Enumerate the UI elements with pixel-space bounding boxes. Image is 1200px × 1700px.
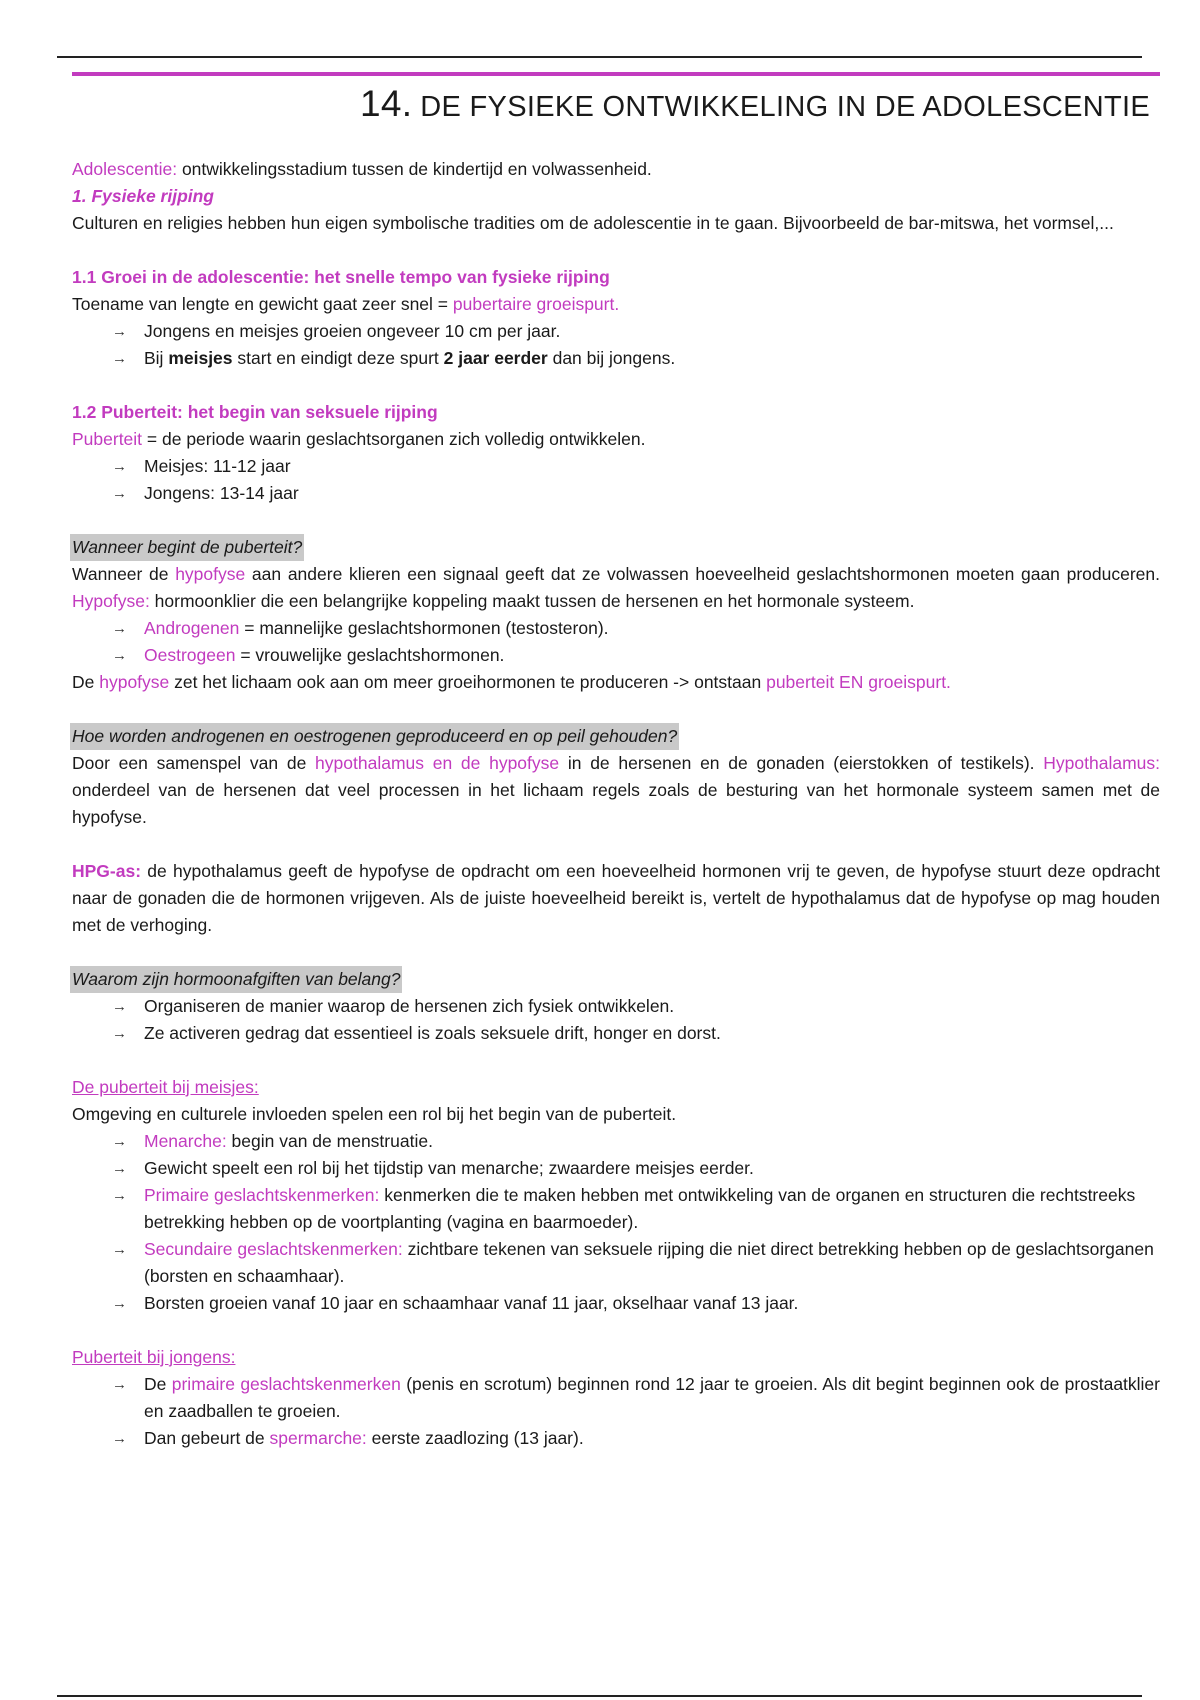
- list-item: → Jongens: 13-14 jaar: [112, 480, 1160, 507]
- question-2-highlight: Hoe worden androgenen en oestrogenen geproduceerd en op peil gehouden?: [70, 723, 679, 750]
- list-item: → Androgenen = mannelijke geslachtshormonen (testosteron).: [112, 615, 1160, 642]
- boys-list: [72, 1371, 1160, 1452]
- arrow-icon: →: [112, 1295, 127, 1312]
- section-1-2-list: [72, 453, 1160, 507]
- list-item: → Bij meisjes start en eindigt deze spurt 2 jaar eerder dan bij jongens.: [112, 345, 1160, 372]
- list-item: → De primaire geslachtskenmerken (penis en scrotum) beginnen rond 12 jaar te groeien. Als dit begint beginnen ook de prostaatklier en zaadballen te groeien.: [112, 1371, 1160, 1425]
- list-item: → Menarche: begin van de menstruatie.: [112, 1128, 1160, 1155]
- list-item: → Gewicht speelt een rol bij het tijdstip van menarche; zwaardere meisjes eerder.: [112, 1155, 1160, 1182]
- arrow-icon: →: [112, 350, 127, 367]
- question-1-list: [72, 615, 1160, 669]
- list-item: → Dan gebeurt de spermarche: eerste zaadlozing (13 jaar).: [112, 1425, 1160, 1452]
- girls-list: [72, 1128, 1160, 1317]
- arrow-icon: →: [112, 485, 127, 502]
- list-item: → Oestrogeen = vrouwelijke geslachtshormonen.: [112, 642, 1160, 669]
- arrow-icon: →: [112, 1241, 127, 1258]
- section-1-2-text: Puberteit = de periode waarin geslachtsorganen zich volledig ontwikkelen.: [72, 429, 646, 449]
- arrow-icon: →: [112, 647, 127, 664]
- intro-definition: Adolescentie: ontwikkelingsstadium tussen de kindertijd en volwassenheid.: [72, 159, 652, 179]
- arrow-icon: →: [112, 1376, 127, 1393]
- list-item: → Borsten groeien vanaf 10 jaar en schaamhaar vanaf 11 jaar, okselhaar vanaf 13 jaar.: [112, 1290, 1160, 1317]
- chapter-number: 14.: [359, 83, 413, 124]
- arrow-icon: →: [112, 1025, 127, 1042]
- question-3-highlight: Waarom zijn hormoonafgiften van belang?: [70, 966, 402, 993]
- arrow-icon: →: [112, 458, 127, 475]
- arrow-icon: →: [112, 1133, 127, 1150]
- question-2-text: Door een samenspel van de hypothalamus en de hypofyse in de hersenen en de gonaden (eierstokken of testikels). Hypothalamus: onderdeel van de hersenen dat veel processen in het lichaam regels zoals de besturing van het hormonale systeem samen met de hypofyse.: [72, 753, 1161, 827]
- chapter-title: DE FYSIEKE ONTWIKKELING IN DE ADOLESCENTIE: [420, 91, 1150, 123]
- bottom-border-line: [57, 1695, 1142, 1697]
- girls-intro: Omgeving en culturele invloeden spelen een rol bij het begin van de puberteit.: [72, 1104, 677, 1124]
- hpg-axis-text: HPG-as: de hypothalamus geeft de hypofyse de opdracht om een hoeveelheid hormonen vrij te geven, de hypofyse stuurt deze opdracht naar de gonaden die de hormonen vrijgeven. Als de juiste hoeveelheid bereikt is, vertelt de hypothalamus dat de hypofyse op mag houden met de verhoging.: [72, 861, 1160, 935]
- document-body: [72, 156, 1160, 1452]
- section-1-1-list: [72, 318, 1160, 372]
- arrow-icon: →: [112, 1187, 127, 1204]
- arrow-icon: →: [112, 1430, 127, 1447]
- question-1-text: Wanneer de hypofyse aan andere klieren een signaal geeft dat ze volwassen hoeveelheid geslachtshormonen moeten gaan produceren. Hypofyse: hormoonklier die een belangrijke koppeling maakt tussen de hersenen en het hormonale systeem.: [72, 564, 1160, 611]
- question-1-conclusion: De hypofyse zet het lichaam ook aan om meer groeihormonen te produceren -> ontstaan puberteit EN groeispurt.: [72, 672, 951, 692]
- list-item: → Jongens en meisjes groeien ongeveer 10 cm per jaar.: [112, 318, 1160, 345]
- section-1-1-text: Toename van lengte en gewicht gaat zeer snel = pubertaire groeispurt.: [72, 294, 620, 314]
- section-1-2-heading: 1.2 Puberteit: het begin van seksuele rijping: [72, 402, 438, 422]
- list-item: → Meisjes: 11-12 jaar: [112, 453, 1160, 480]
- list-item: → Ze activeren gedrag dat essentieel is zoals seksuele drift, honger en dorst.: [112, 1020, 1160, 1047]
- section-1-1-heading: 1.1 Groei in de adolescentie: het snelle tempo van fysieke rijping: [72, 267, 610, 287]
- section-1-text: Culturen en religies hebben hun eigen symbolische tradities om de adolescentie in te gaan. Bijvoorbeeld de bar-mitswa, het vormsel,...: [72, 213, 1114, 233]
- title-accent-bar: [72, 72, 1160, 76]
- question-3-list: [72, 993, 1160, 1047]
- arrow-icon: →: [112, 998, 127, 1015]
- list-item: → Primaire geslachtskenmerken: kenmerken die te maken hebben met ontwikkeling van de organen en structuren die rechtstreeks betrekking hebben op de voortplanting (vagina en baarmoeder).: [112, 1182, 1160, 1236]
- question-1-highlight: Wanneer begint de puberteit?: [70, 534, 304, 561]
- boys-heading: Puberteit bij jongens:: [72, 1347, 236, 1367]
- arrow-icon: →: [112, 1160, 127, 1177]
- list-item: → Organiseren de manier waarop de hersenen zich fysiek ontwikkelen.: [112, 993, 1160, 1020]
- arrow-icon: →: [112, 323, 127, 340]
- section-1-heading: 1. Fysieke rijping: [72, 186, 214, 206]
- list-item: → Secundaire geslachtskenmerken: zichtbare tekenen van seksuele rijping die niet direct betrekking hebben op de geslachtsorganen (borsten en schaamhaar).: [112, 1236, 1160, 1290]
- top-border-line: [57, 56, 1142, 58]
- girls-heading: De puberteit bij meisjes:: [72, 1077, 259, 1097]
- page-title: [360, 83, 1150, 125]
- arrow-icon: →: [112, 620, 127, 637]
